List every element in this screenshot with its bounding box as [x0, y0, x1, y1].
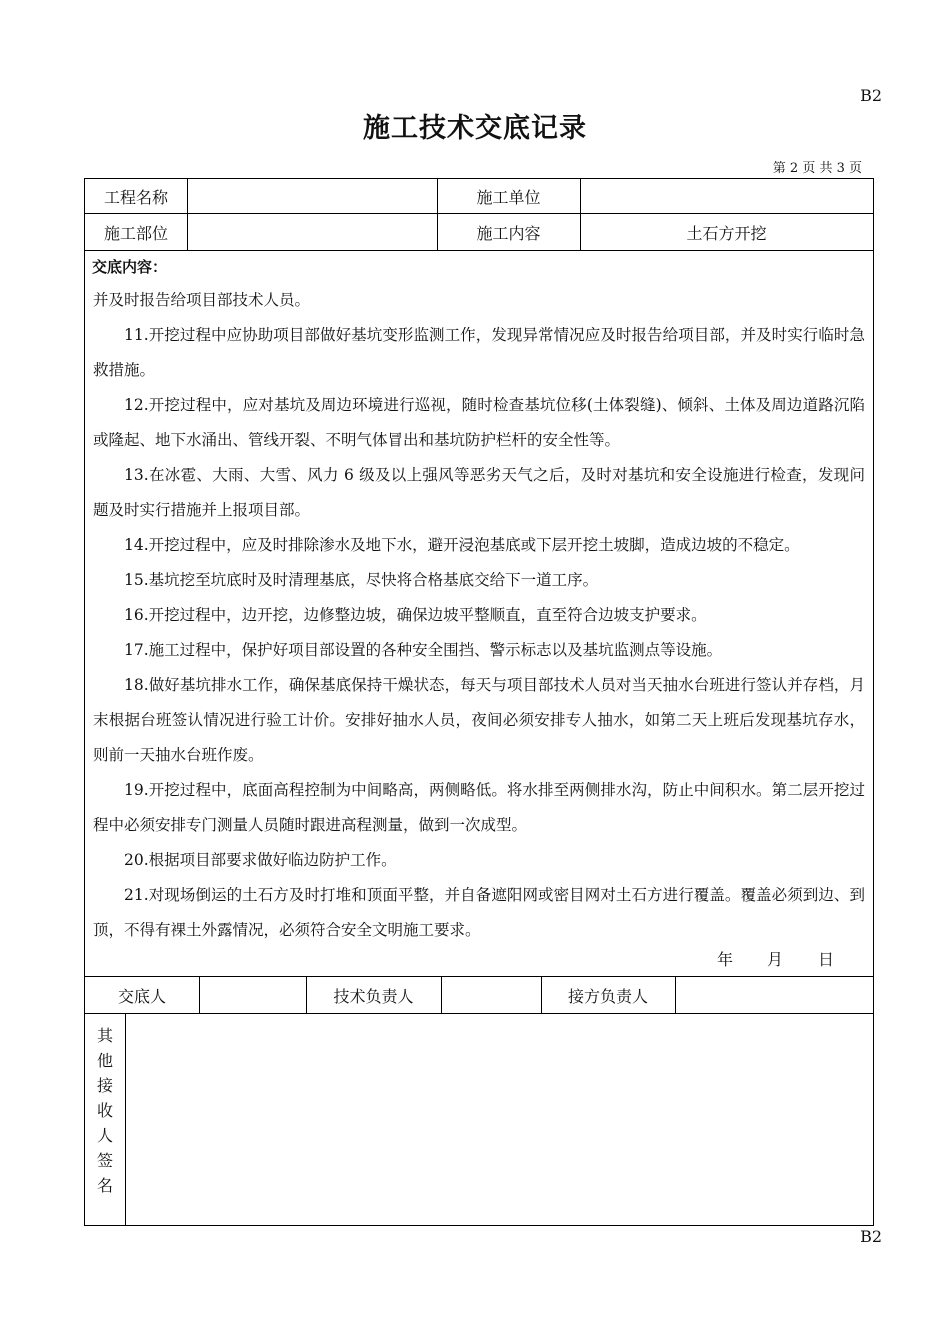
paragraph: 19.开挖过程中，底面高程控制为中间略高，两侧略低。将水排至两侧排水沟，防止中间积水。第二层开挖过程中必须安排专门测量人员随时跟进高程测量，做到一次成型。 [93, 781, 865, 834]
receiver-lead-label: 接方负责人 [567, 986, 648, 1006]
label-char: 签 [96, 1151, 113, 1170]
form-code-bottom: B2 [860, 1227, 882, 1246]
label-char: 名 [96, 1176, 113, 1195]
page-title: 施工技术交底记录 [363, 113, 587, 144]
label-char: 收 [96, 1101, 113, 1120]
construction-content-label: 施工内容 [476, 223, 541, 243]
paragraph: 13.在冰雹、大雨、大雪、风力 6 级及以上强风等恶劣天气之后，及时对基坑和安全设施进行检查，发现问题及时实行措施并上报项目部。 [93, 466, 865, 519]
paragraph: 并及时报告给项目部技术人员。 [93, 291, 311, 309]
other-signers-area[interactable] [126, 1014, 873, 1225]
label-char: 其 [96, 1026, 113, 1045]
date-day: 日 [818, 950, 835, 969]
construction-unit-label: 施工单位 [476, 187, 541, 207]
label-char: 他 [96, 1051, 113, 1070]
construction-part-value[interactable] [187, 214, 437, 250]
project-name-value[interactable] [187, 179, 437, 213]
paragraph: 18.做好基坑排水工作，确保基底保持干燥状态，每天与项目部技术人员对当天抽水台班进行签认并存档，月末根据台班签认情况进行验工计价。安排好抽水人员，夜间必须安排专人抽水，如第二天上班后发现基坑存水，则前一天抽水台班作废。 [93, 676, 865, 764]
receiver-lead-signature[interactable] [675, 977, 873, 1013]
label-char: 接 [96, 1076, 113, 1095]
construction-content-value[interactable]: 土石方开挖 [686, 223, 767, 243]
tech-lead-signature[interactable] [441, 977, 541, 1013]
paragraph: 11.开挖过程中应协助项目部做好基坑变形监测工作，发现异常情况应及时报告给项目部，并及时实行临时急救措施。 [93, 326, 865, 379]
paragraph: 20.根据项目部要求做好临边防护工作。 [124, 851, 397, 869]
paragraph: 17.施工过程中，保护好项目部设置的各种安全围挡、警示标志以及基坑监测点等设施。 [124, 641, 723, 659]
project-name-label: 工程名称 [103, 187, 168, 207]
content-label: 交底内容： [92, 258, 168, 276]
tech-lead-label: 技术负责人 [333, 986, 414, 1006]
form-table [84, 178, 874, 1226]
paragraph: 15.基坑挖至坑底时及时清理基底，尽快将合格基底交给下一道工序。 [124, 571, 599, 589]
discloser-signature[interactable] [199, 977, 306, 1013]
paragraph: 14.开挖过程中，应及时排除渗水及地下水，避开浸泡基底或下层开挖土坡脚，造成边坡的不稳定。 [124, 536, 800, 554]
label-char: 人 [96, 1126, 113, 1145]
paragraph: 16.开挖过程中，边开挖，边修整边坡，确保边坡平整顺直，直至符合边坡支护要求。 [124, 606, 707, 624]
construction-part-label: 施工部位 [103, 223, 168, 243]
other-signers-label [85, 1015, 125, 1198]
date-month: 月 [767, 950, 784, 969]
content-body [93, 283, 865, 948]
page-info: 第 2 页 共 3 页 [772, 161, 862, 176]
form-code-top: B2 [860, 86, 882, 105]
date-year: 年 [717, 950, 734, 969]
paragraph: 21.对现场倒运的土石方及时打堆和顶面平整，并自备遮阳网或密目网对土石方进行覆盖。覆盖必须到边、到顶，不得有裸土外露情况，必须符合安全文明施工要求。 [93, 886, 865, 939]
discloser-label: 交底人 [117, 986, 166, 1006]
paragraph: 12.开挖过程中，应对基坑及周边环境进行巡视，随时检查基坑位移(土体裂缝)、倾斜、土体及周边道路沉陷或隆起、地下水涌出、管线开裂、不明气体冒出和基坑防护栏杆的安全性等。 [93, 396, 865, 449]
construction-unit-value[interactable] [580, 179, 873, 213]
row-divider [85, 250, 873, 251]
